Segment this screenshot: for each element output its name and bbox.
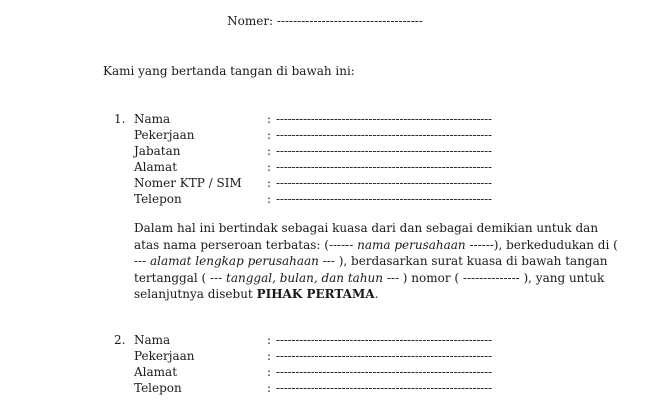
field-label: Jabatan [134, 144, 181, 158]
section-1-field-telepon [0, 192, 600, 208]
section-2-field-alamat [0, 365, 600, 381]
party-one-label: PIHAK PERTAMA [256, 287, 375, 301]
field-blank: -------------------------------------------------------- [276, 176, 492, 190]
field-colon: : [267, 160, 272, 174]
field-colon: : [267, 144, 272, 158]
nomer-label: Nomer: [227, 14, 274, 28]
intro-text: Kami yang bertanda tangan di bawah ini: [103, 64, 355, 78]
field-colon: : [267, 381, 272, 395]
nomer-blank: ------------------------------------ [276, 14, 423, 28]
field-label: Telepon [134, 381, 182, 395]
field-colon: : [267, 365, 272, 379]
section-1-field-alamat [0, 160, 600, 176]
field-label: Nomer KTP / SIM [134, 176, 242, 190]
document-number-line [0, 14, 650, 28]
field-label: Telepon [134, 192, 182, 206]
field-blank: -------------------------------------------------------- [276, 333, 492, 347]
field-label: Nama [134, 112, 171, 126]
field-blank: -------------------------------------------------------- [276, 160, 492, 174]
placeholder-company-name: nama perusahaan [357, 237, 466, 252]
section-1-field-pekerjaan [0, 128, 600, 144]
field-colon: : [267, 128, 272, 142]
paragraph-line: tertanggal ( --- tanggal, bulan, dan tahun --- ) nomor ( -------------- ), yang untuk [134, 270, 605, 285]
section-2-number: 2. [114, 333, 126, 347]
placeholder-company-address: alamat lengkap perusahaan [149, 254, 319, 268]
section-1-number: 1. [114, 112, 126, 126]
paragraph-line: atas nama perseroan terbatas: (------ nama perusahaan ------), berkedudukan di ( [134, 237, 618, 252]
section-2-field-nama [0, 333, 600, 349]
section-1-field-jabatan [0, 144, 600, 160]
field-blank: -------------------------------------------------------- [276, 112, 492, 126]
field-label: Alamat [134, 365, 178, 379]
field-label: Nama [134, 333, 171, 347]
field-colon: : [267, 333, 272, 347]
field-label: Alamat [134, 160, 178, 174]
field-label: Pekerjaan [134, 128, 195, 142]
field-colon: : [267, 112, 272, 126]
section-1-field-ktp-sim [0, 176, 600, 192]
field-blank: -------------------------------------------------------- [276, 381, 492, 395]
field-colon: : [267, 176, 272, 190]
paragraph-line: Dalam hal ini bertindak sebagai kuasa dari dan sebagai demikian untuk dan [134, 221, 599, 235]
field-blank: -------------------------------------------------------- [276, 128, 492, 142]
field-colon: : [267, 349, 272, 363]
field-colon: : [267, 192, 272, 206]
field-blank: -------------------------------------------------------- [276, 144, 492, 158]
placeholder-date: tanggal, bulan, dan tahun [226, 270, 384, 285]
field-blank: -------------------------------------------------------- [276, 192, 492, 206]
field-blank: -------------------------------------------------------- [276, 365, 492, 379]
field-blank: -------------------------------------------------------- [276, 349, 492, 363]
field-label: Pekerjaan [134, 349, 195, 363]
section-2-field-pekerjaan [0, 349, 600, 365]
paragraph-line: --- alamat lengkap perusahaan --- ), berdasarkan surat kuasa di bawah tangan [134, 254, 608, 268]
section-1-field-nama [0, 112, 600, 128]
section-2-field-telepon [0, 381, 600, 397]
paragraph-line: selanjutnya disebut PIHAK PERTAMA. [134, 287, 379, 301]
authority-paragraph [134, 220, 618, 303]
